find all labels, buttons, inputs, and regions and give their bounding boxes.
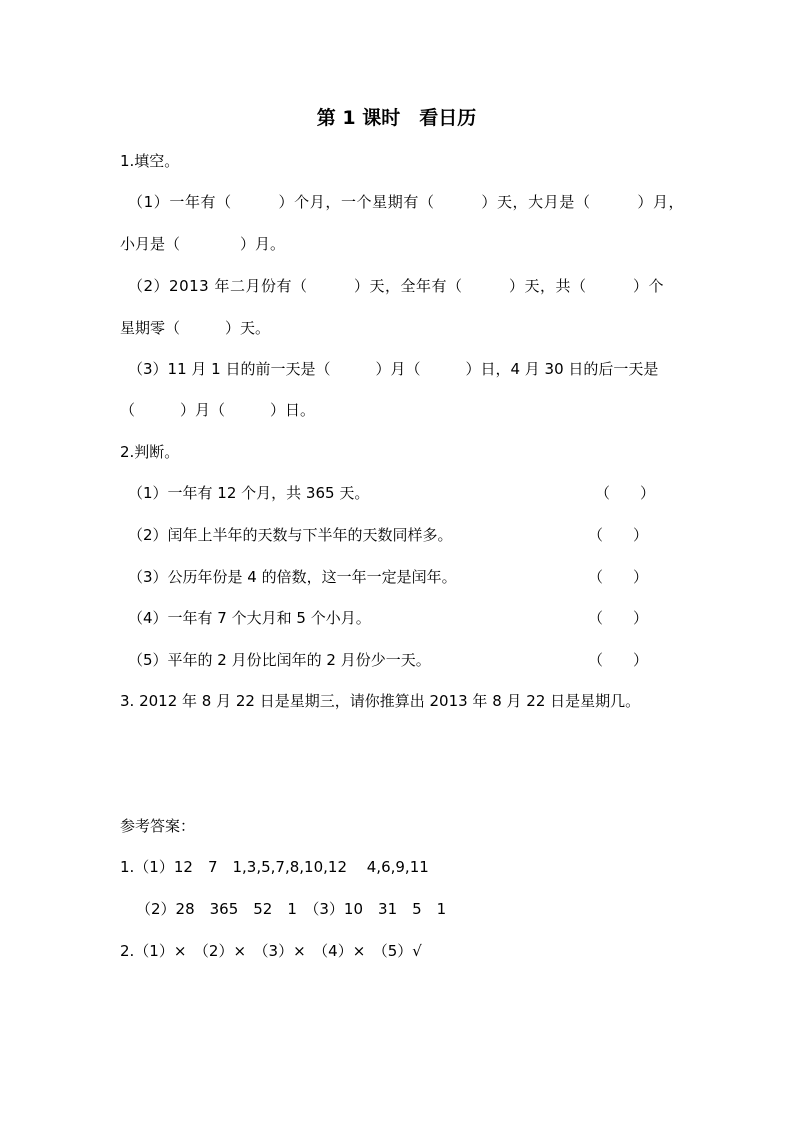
question-1-line: （3）11 月 1 日的前一天是（ ）月（ ）日，4 月 30 日的后一天是 [128,360,659,378]
answer-parentheses: （ ） [588,526,649,544]
judgment-item: （2）闰年上半年的天数与下半年的天数同样多。 [128,526,453,544]
judgment-item: （5）平年的 2 月份比闰年的 2 月份少一天。 [128,651,431,669]
question-1-line: 星期零（ ）天。 [120,319,271,337]
judgment-item: （1）一年有 12 个月，共 365 天。 [128,484,370,502]
question-1-heading: 1.填空。 [120,152,180,170]
page-title: 第 1 课时 看日历 [316,107,477,129]
answer-line: 2.（1）× （2）× （3）× （4）× （5）√ [120,942,422,960]
answer-parentheses: （ ） [588,568,649,586]
answer-line: 1.（1）12 7 1,3,5,7,8,10,12 4,6,9,11 [120,858,429,876]
judgment-item: （4）一年有 7 个大月和 5 个小月。 [128,609,371,627]
question-3: 3. 2012 年 8 月 22 日是星期三，请你推算出 2013 年 8 月 22 日是星期几。 [120,692,641,710]
question-2-heading: 2.判断。 [120,443,180,461]
question-1-line: 小月是（ ）月。 [120,235,286,253]
question-1-line: （1）一年有（ ）个月，一个星期有（ ）天，大月是（ ）月， [128,193,685,211]
question-1-line: （2）2013 年二月份有（ ）天，全年有（ ）天，共（ ）个 [128,277,664,295]
answer-parentheses: （ ） [595,484,656,502]
question-1-line: （ ）月（ ）日。 [120,401,316,419]
answer-line: （2）28 365 52 1 （3）10 31 5 1 [136,900,447,918]
answers-heading: 参考答案： [120,817,196,835]
answer-parentheses: （ ） [588,651,649,669]
judgment-item: （3）公历年份是 4 的倍数，这一年一定是闰年。 [128,568,457,586]
answer-parentheses: （ ） [588,609,649,627]
